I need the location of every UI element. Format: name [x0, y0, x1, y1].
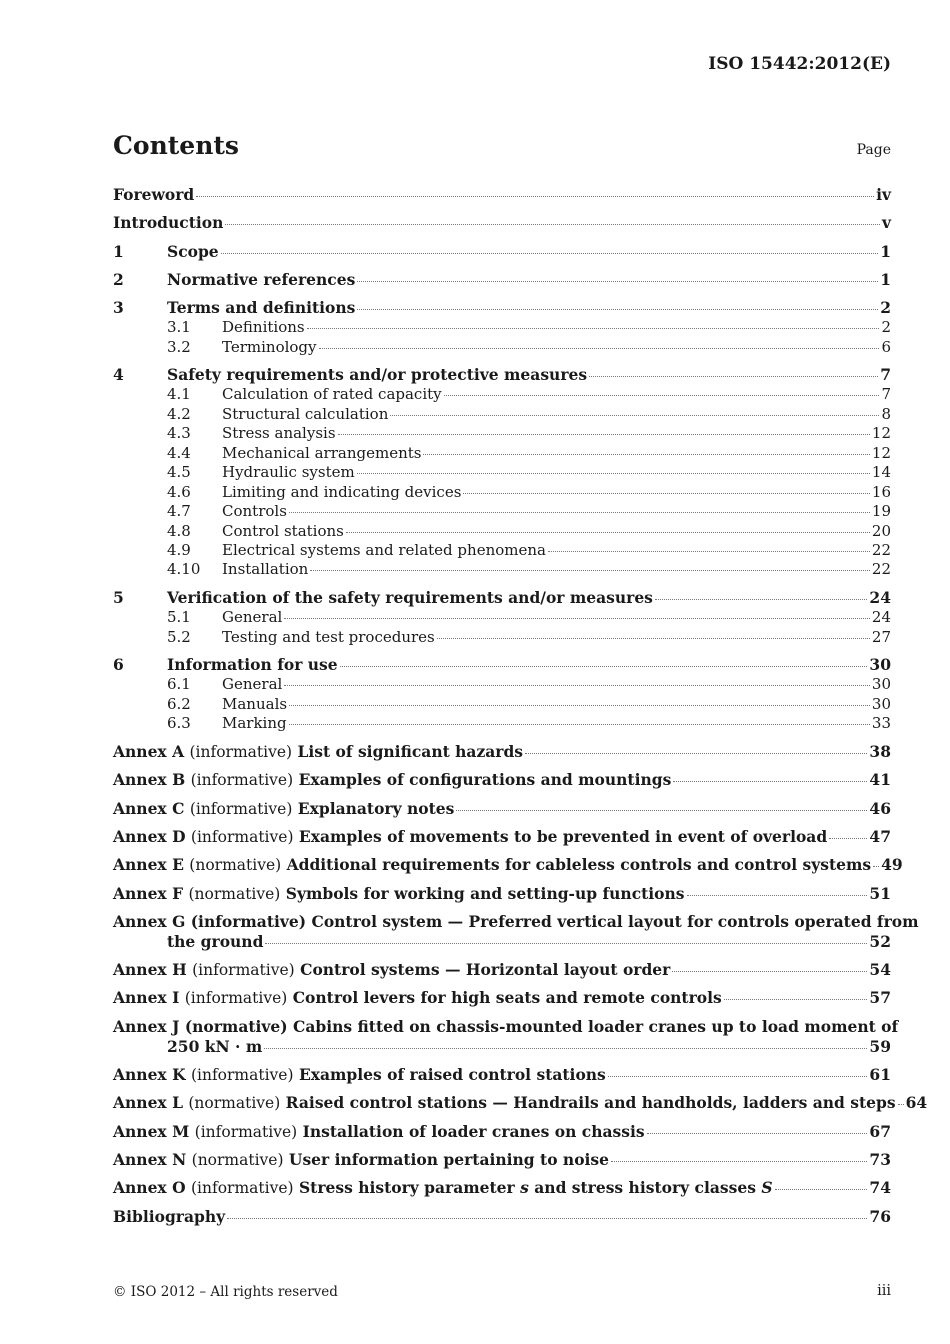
toc-entry-subclause[interactable] [113, 608, 891, 627]
annex-title: Examples of movements to be prevented in event of overload [298, 826, 828, 846]
toc-page: 2 [880, 298, 891, 318]
toc-entry-clause[interactable] [113, 242, 891, 262]
leader-dots [775, 1189, 868, 1190]
leader-dots [423, 454, 869, 455]
toc-entry-subclause[interactable] [113, 560, 891, 579]
annex-heading [113, 1150, 609, 1170]
toc-page: 52 [869, 931, 891, 951]
leader-dots [647, 1133, 868, 1134]
toc-page: 22 [871, 541, 891, 560]
leader-dots [525, 753, 867, 754]
toc-entry-subclause[interactable] [113, 318, 891, 337]
page-column-label: Page [856, 142, 891, 158]
toc-number: 4.7 [167, 502, 191, 521]
annex-heading [113, 884, 685, 904]
toc-entry-annex-h[interactable] [113, 960, 891, 980]
annex-title-continued: the ground [167, 931, 264, 951]
leader-dots [221, 253, 879, 254]
annex-title: Stress history parameter [298, 1178, 515, 1198]
annex-heading [113, 855, 871, 875]
copyright-notice: © ISO 2012 – All rights reserved [113, 1284, 338, 1300]
toc-page: 41 [869, 770, 891, 790]
leader-dots [357, 473, 870, 474]
toc-title: General [222, 608, 283, 627]
toc-page: 12 [871, 443, 891, 462]
annex-label: Annex O [113, 1178, 186, 1198]
toc-number: 6 [113, 655, 124, 675]
toc-title: Stress analysis [222, 424, 336, 443]
toc-entry-annex-c[interactable] [113, 799, 891, 819]
annex-title-symbol: s [520, 1178, 529, 1198]
annex-kind: (informative) [189, 743, 293, 762]
annex-kind: (normative) [184, 1016, 288, 1036]
annex-label: Annex H [113, 960, 187, 980]
annex-label: Annex C [113, 798, 185, 818]
toc-number: 3.2 [167, 337, 191, 356]
annex-heading [113, 770, 671, 790]
annex-title: Explanatory notes [297, 798, 455, 818]
leader-dots [548, 551, 870, 552]
toc-page: 61 [869, 1065, 891, 1085]
toc-number: 4 [113, 365, 124, 385]
toc-title: Information for use [167, 655, 338, 675]
toc-title: Scope [167, 241, 219, 261]
annex-label: Annex I [113, 988, 180, 1008]
annex-heading [113, 827, 827, 847]
annex-kind: (informative) [190, 1179, 294, 1198]
toc-entry-subclause[interactable] [113, 463, 891, 482]
toc-entry-clause[interactable] [113, 270, 891, 290]
toc-page: 14 [871, 463, 891, 482]
toc-number: 4.5 [167, 463, 191, 482]
annex-kind: (normative) [189, 856, 282, 875]
leader-dots [227, 1218, 867, 1219]
toc-title: Marking [222, 714, 287, 733]
annex-title: Examples of configurations and mountings [298, 770, 672, 790]
leader-dots [338, 434, 870, 435]
annex-label: Annex L [113, 1093, 183, 1113]
leader-dots [589, 376, 878, 377]
toc-number: 6.1 [167, 675, 191, 694]
toc-title: Controls [222, 502, 287, 521]
toc-title: Installation [222, 560, 309, 579]
toc-page: 27 [871, 627, 891, 646]
annex-kind: (informative) [189, 799, 293, 818]
toc-page: 30 [871, 675, 891, 694]
table-of-contents [113, 185, 928, 1227]
annex-title: Additional requirements for cableless controls and control systems [286, 855, 872, 875]
annex-label: Annex E [113, 855, 184, 875]
leader-dots [463, 493, 870, 494]
toc-title: General [222, 675, 283, 694]
annex-title: User information pertaining to noise [288, 1149, 610, 1169]
toc-number: 4.6 [167, 482, 191, 501]
leader-dots [307, 328, 880, 329]
toc-number: 1 [113, 241, 124, 261]
toc-page: v [881, 213, 891, 233]
toc-title: Calculation of rated capacity [222, 385, 442, 404]
toc-page: 1 [880, 269, 891, 289]
leader-dots [898, 1104, 904, 1105]
leader-dots [608, 1076, 868, 1077]
toc-title: Bibliography [113, 1206, 226, 1226]
toc-page: 30 [869, 655, 891, 675]
toc-number: 3 [113, 298, 124, 318]
toc-page: 33 [871, 714, 891, 733]
annex-kind: (normative) [188, 1094, 281, 1113]
annex-kind: (informative) [190, 911, 307, 931]
leader-dots [444, 395, 880, 396]
page-title: Contents [113, 131, 240, 160]
leader-dots [829, 838, 867, 839]
toc-page: 24 [869, 588, 891, 608]
annex-title: Control levers for high seats and remote controls [292, 988, 722, 1008]
annex-title: Symbols for working and setting-up functions [285, 883, 685, 903]
toc-title: Testing and test procedures [222, 627, 435, 646]
toc-entry-clause[interactable] [113, 298, 891, 318]
toc-number: 5.2 [167, 627, 191, 646]
toc-entry-annex-g[interactable] [113, 911, 919, 952]
leader-dots [284, 685, 870, 686]
toc-entry-annex-j[interactable] [113, 1016, 899, 1057]
leader-dots [319, 348, 880, 349]
toc-page: 8 [881, 404, 891, 423]
toc-page: 1 [880, 241, 891, 261]
toc-number: 4.3 [167, 424, 191, 443]
toc-page: 73 [869, 1149, 891, 1169]
toc-entry-subclause[interactable] [113, 628, 891, 647]
toc-entry-introduction[interactable] [113, 213, 891, 233]
leader-dots [310, 570, 870, 571]
toc-title: Manuals [222, 694, 288, 713]
toc-entry-clause[interactable] [113, 365, 891, 385]
leader-dots [284, 618, 870, 619]
annex-title: Control system — Preferred vertical layout for controls operated from [311, 911, 919, 931]
toc-number: 4.10 [167, 560, 201, 579]
toc-title: Electrical systems and related phenomena [222, 541, 546, 560]
toc-entry-annex-m[interactable] [113, 1122, 891, 1142]
toc-title: Hydraulic system [222, 463, 355, 482]
toc-number: 3.1 [167, 318, 191, 337]
annex-heading [113, 911, 919, 932]
leader-dots [346, 532, 870, 533]
toc-entry-subclause[interactable] [113, 714, 891, 733]
leader-dots [265, 943, 867, 944]
toc-entry-subclause[interactable] [113, 522, 891, 541]
annex-label: Annex G [113, 911, 186, 931]
annex-label: Annex F [113, 883, 184, 903]
annex-label: Annex D [113, 826, 186, 846]
annex-heading [113, 988, 722, 1008]
toc-title: Definitions [222, 318, 305, 337]
toc-page: 46 [869, 798, 891, 818]
toc-entry-foreword[interactable] [113, 185, 891, 205]
annex-label: Annex M [113, 1121, 190, 1141]
toc-title: Mechanical arrangements [222, 443, 422, 462]
toc-number: 4.2 [167, 404, 191, 423]
toc-number: 6.2 [167, 694, 191, 713]
leader-dots [357, 281, 878, 282]
toc-entry-annex-n[interactable] [113, 1150, 891, 1170]
annex-title: Cabins fitted on chassis-mounted loader cranes up to load moment of [293, 1016, 899, 1036]
annex-title: Raised control stations — Handrails and handholds, ladders and steps [285, 1093, 896, 1113]
toc-entry-subclause[interactable] [113, 385, 891, 404]
leader-dots [873, 866, 879, 867]
toc-entry-subclause[interactable] [113, 695, 891, 714]
page-number: iii [877, 1283, 891, 1299]
toc-page: 67 [869, 1121, 891, 1141]
annex-kind: (informative) [192, 961, 295, 980]
toc-entry-subclause[interactable] [113, 541, 891, 560]
leader-dots [196, 196, 874, 197]
leader-dots [289, 512, 870, 513]
leader-dots [611, 1161, 867, 1162]
toc-title: Verification of the safety requirements and/or measures [167, 588, 653, 608]
toc-page: 64 [905, 1093, 928, 1113]
annex-title: List of significant hazards [297, 742, 524, 762]
toc-title: Control stations [222, 521, 344, 540]
annex-title: Installation of loader cranes on chassis [302, 1121, 645, 1141]
toc-entry-annex-i[interactable] [113, 988, 891, 1008]
toc-page: 49 [881, 855, 903, 875]
annex-kind: (informative) [184, 989, 288, 1008]
toc-entry-subclause[interactable] [113, 675, 891, 694]
annex-label: Annex K [113, 1065, 186, 1085]
annex-kind: (informative) [190, 1066, 294, 1085]
toc-title: Introduction [113, 213, 224, 233]
toc-entry-subclause[interactable] [113, 444, 891, 463]
annex-heading [113, 1178, 773, 1198]
annex-label: Annex A [113, 742, 185, 762]
toc-title: Structural calculation [222, 404, 389, 423]
toc-page: 16 [871, 482, 891, 501]
annex-title: Control systems — Horizontal layout order [300, 960, 671, 980]
leader-dots [225, 224, 880, 225]
toc-title: Safety requirements and/or protective measures [167, 365, 588, 385]
annex-heading [113, 1122, 645, 1142]
toc-number: 6.3 [167, 714, 191, 733]
annex-heading [113, 799, 454, 819]
toc-entry-annex-l[interactable] [113, 1093, 928, 1113]
toc-entry-bibliography[interactable] [113, 1207, 891, 1227]
leader-dots [289, 705, 870, 706]
annex-heading [113, 1016, 899, 1037]
toc-page: 12 [871, 424, 891, 443]
annex-heading [113, 742, 523, 762]
annex-title: and stress history classes [534, 1178, 756, 1198]
toc-number: 4.9 [167, 541, 191, 560]
toc-page: 7 [881, 385, 891, 404]
toc-number: 4.4 [167, 443, 191, 462]
toc-number: 5 [113, 588, 124, 608]
toc-page: 6 [881, 337, 891, 356]
toc-entry-annex-o[interactable] [113, 1178, 891, 1198]
toc-number: 2 [113, 269, 124, 289]
toc-page: 7 [880, 365, 891, 385]
toc-page: 20 [871, 521, 891, 540]
toc-number: 4.8 [167, 521, 191, 540]
toc-page: 47 [869, 826, 891, 846]
toc-page: 57 [869, 988, 891, 1008]
toc-title: Limiting and indicating devices [222, 482, 462, 501]
annex-title: Examples of raised control stations [298, 1065, 606, 1085]
toc-page: 22 [871, 560, 891, 579]
toc-number: 5.1 [167, 608, 191, 627]
annex-heading [113, 1093, 896, 1113]
leader-dots [673, 781, 867, 782]
toc-page: 54 [869, 960, 891, 980]
toc-entry-subclause[interactable] [113, 502, 891, 521]
toc-entry-subclause[interactable] [113, 483, 891, 502]
toc-entry-subclause[interactable] [113, 424, 891, 443]
leader-dots [390, 415, 879, 416]
toc-entry-annex-f[interactable] [113, 884, 891, 904]
toc-page: 2 [881, 318, 891, 337]
annex-kind: (normative) [188, 884, 281, 903]
toc-entry-annex-a[interactable] [113, 742, 891, 762]
toc-page: 59 [869, 1036, 891, 1056]
toc-entry-clause[interactable] [113, 588, 891, 608]
toc-entry-annex-d[interactable] [113, 827, 891, 847]
annex-kind: (informative) [194, 1122, 298, 1141]
toc-page: 24 [871, 608, 891, 627]
leader-dots [437, 638, 870, 639]
annex-label: Annex B [113, 770, 186, 790]
leader-dots [655, 599, 868, 600]
leader-dots [672, 971, 867, 972]
annex-heading [113, 1065, 606, 1085]
annex-kind: (informative) [190, 771, 294, 790]
toc-page: 19 [871, 502, 891, 521]
toc-entry-annex-b[interactable] [113, 770, 891, 790]
annex-kind: (normative) [191, 1150, 284, 1169]
leader-dots [264, 1048, 867, 1049]
toc-entry-annex-k[interactable] [113, 1065, 891, 1085]
toc-title: Terminology [222, 337, 317, 356]
toc-title: Normative references [167, 269, 356, 289]
toc-page: 74 [869, 1178, 891, 1198]
leader-dots [724, 999, 868, 1000]
toc-page: iv [876, 185, 891, 204]
leader-dots [340, 666, 868, 667]
toc-entry-annex-e[interactable] [113, 855, 903, 875]
toc-number: 4.1 [167, 385, 191, 404]
toc-page: 38 [869, 742, 891, 762]
leader-dots [687, 895, 868, 896]
annex-title-continued: 250 kN · m [167, 1036, 263, 1056]
leader-dots [456, 810, 867, 811]
leader-dots [357, 309, 878, 310]
annex-label: Annex N [113, 1149, 187, 1169]
annex-kind: (informative) [190, 827, 294, 846]
toc-page: 51 [869, 883, 891, 903]
toc-title: Foreword [113, 185, 195, 204]
toc-page: 76 [869, 1206, 891, 1226]
toc-entry-subclause[interactable] [113, 338, 891, 357]
standard-id: ISO 15442:2012(E) [708, 54, 891, 74]
annex-title-symbol: S [761, 1178, 773, 1198]
leader-dots [289, 724, 870, 725]
toc-entry-subclause[interactable] [113, 405, 891, 424]
annex-label: Annex J [113, 1016, 180, 1036]
toc-page: 30 [871, 694, 891, 713]
toc-title: Terms and definitions [167, 298, 356, 318]
toc-entry-clause[interactable] [113, 655, 891, 675]
annex-heading [113, 960, 670, 980]
